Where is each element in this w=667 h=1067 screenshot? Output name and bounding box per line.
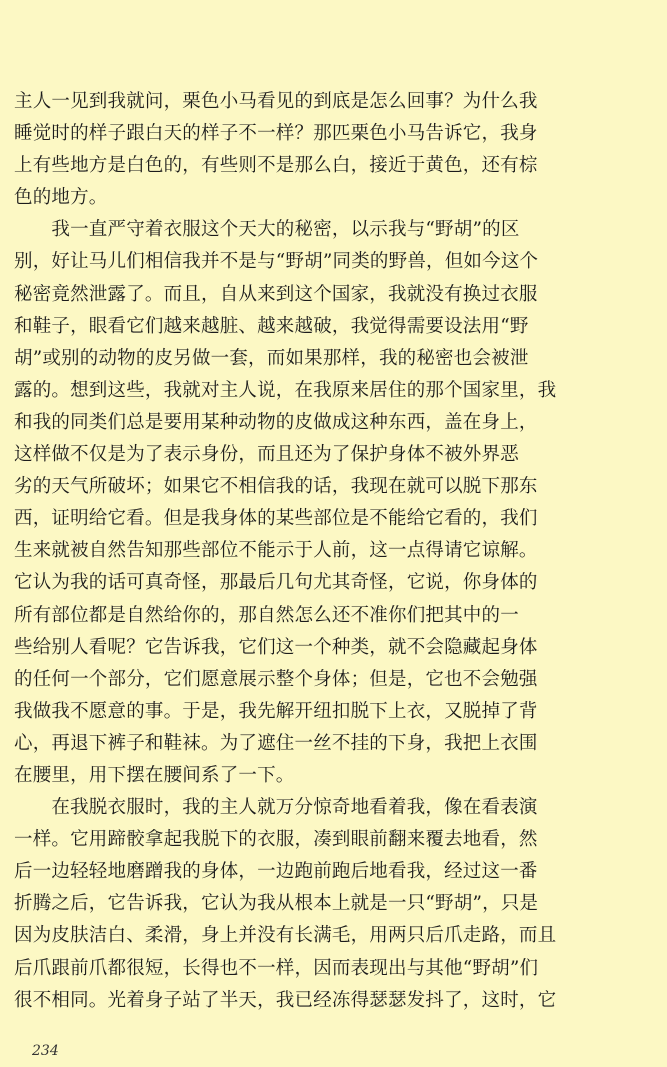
text-line: 在我脱衣服时，我的主人就万分惊奇地看着我，像在看表演	[14, 797, 538, 819]
text-line: 很不相同。光着身子站了半天，我已经冻得瑟瑟发抖了，这时，它	[14, 989, 557, 1011]
text-line: 秘密竟然泄露了。而且，自从来到这个国家，我就没有换过衣服	[14, 283, 538, 305]
text-line: 主人一见到我就问，栗色小马看见的到底是怎么回事？为什么我	[14, 91, 538, 112]
text-line: 我做我不愿意的事。于是，我先解开纽扣脱下上衣，又脱掉了背	[14, 700, 538, 722]
text-line: 它认为我的话可真奇怪，那最后几句尤其奇怪，它说，你身体的	[14, 572, 538, 594]
text-line: 劣的天气所破坏；如果它不相信我的话，我现在就可以脱下那东	[14, 476, 538, 498]
text-line: 些给别人看呢？它告诉我，它们这一个种类，就不会隐藏起身体	[14, 636, 538, 658]
text-line: 我一直严守着衣服这个天大的秘密，以示我与“野胡”的区	[14, 219, 520, 241]
text-line: 睡觉时的样子跟白天的样子不一样？那匹栗色小马告诉它，我身	[14, 123, 538, 145]
text-line: 后爪跟前爪都很短，长得也不一样，因而表现出与其他“野胡”们	[14, 957, 539, 979]
text-line: 上有些地方是白色的，有些则不是那么白，接近于黄色，还有棕	[14, 155, 538, 177]
text-line: 生来就被自然告知那些部位不能示于人前，这一点得请它谅解。	[14, 540, 538, 562]
text-line: 心，再退下裤子和鞋袜。为了遮住一丝不挂的下身，我把上衣围	[14, 732, 538, 754]
text-line: 露的。想到这些，我就对主人说，在我原来居住的那个国家里，我	[14, 379, 557, 401]
body-text	[14, 86, 614, 1017]
text-line: 后一边轻轻地磨蹭我的身体，一边跑前跑后地看我，经过这一番	[14, 861, 538, 883]
text-line: 这样做不仅是为了表示身份，而且还为了保护身体不被外界恶	[14, 444, 519, 466]
text-line: 西，证明给它看。但是我身体的某些部位是不能给它看的，我们	[14, 508, 538, 530]
text-line: 和鞋子，眼看它们越来越脏、越来越破，我觉得需要设法用“野	[14, 315, 529, 337]
text-line: 别，好让马儿们相信我并不是与“野胡”同类的野兽，但如今这个	[14, 251, 539, 273]
text-line: 在腰里，用下摆在腰间系了一下。	[14, 764, 295, 786]
text-line: 的任何一个部分，它们愿意展示整个身体；但是，它也不会勉强	[14, 668, 538, 690]
text-line: 胡”或别的动物的皮另做一套，而如果那样，我的秘密也会被泄	[14, 347, 529, 369]
text-line: 和我的同类们总是要用某种动物的皮做成这种东西，盖在身上，	[14, 411, 538, 433]
text-line: 因为皮肤洁白、柔滑，身上并没有长满毛，用两只后爪走路，而且	[14, 925, 557, 947]
text-line: 色的地方。	[14, 187, 108, 209]
page-number: 234	[32, 1043, 59, 1059]
text-line: 所有部位都是自然给你的，那自然怎么还不准你们把其中的一	[14, 604, 519, 626]
text-line: 一样。它用蹄骹拿起我脱下的衣服，凑到眼前翻来覆去地看，然	[14, 829, 538, 851]
text-line: 折腾之后，它告诉我，它认为我从根本上就是一只“野胡”，只是	[14, 893, 539, 915]
